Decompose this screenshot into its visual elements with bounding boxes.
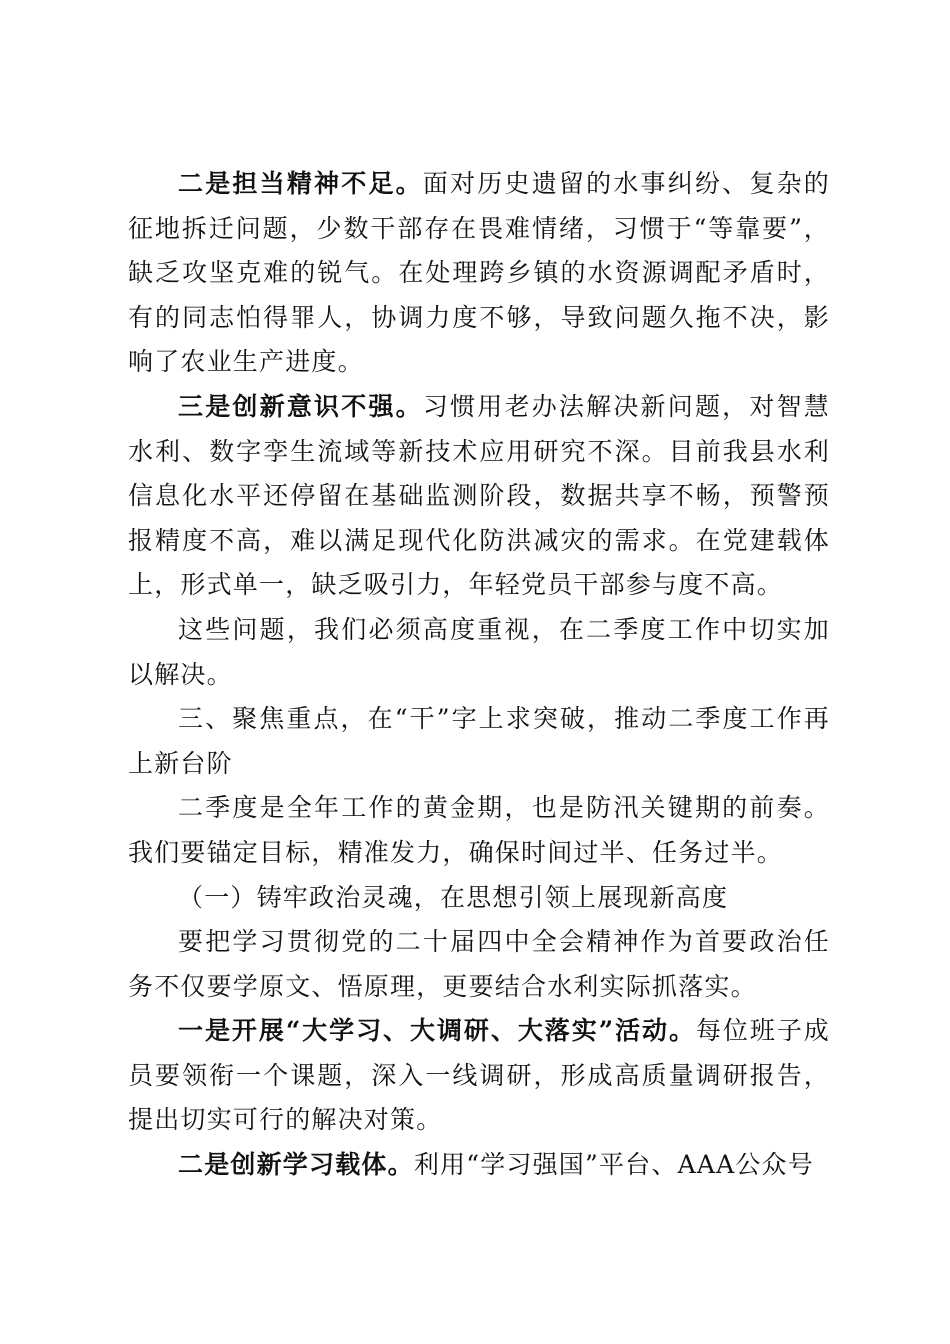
paragraph-problems-summary	[128, 608, 830, 697]
paragraph-text: 面对历史遗留的水事纠纷、复杂的征地拆迁问题，少数干部存在畏难情绪，习惯于“等靠要”，缺乏攻坚克难的锐气。在处理跨乡镇的水资源调配矛盾时，有的同志怕得罪人，协调力度不够，导致问题久拖不决，影响了农业生产进度。	[128, 169, 830, 377]
paragraph-text: 习惯用老办法解决新问题，对智慧水利、数字孪生流域等新技术应用研究不深。目前我县水利信息化水平还停留在基础监测阶段，数据共享不畅，预警预报精度不高，难以满足现代化防洪减灾的需求。在党建载体上，形式单一，缺乏吸引力，年轻党员干部参与度不高。	[128, 391, 830, 600]
paragraph-responsibility	[128, 162, 830, 385]
subsection-heading-one	[128, 876, 830, 921]
paragraph-research-activity	[128, 1009, 830, 1143]
paragraph-study-task	[128, 920, 830, 1009]
paragraph-lead: 二是创新学习载体。	[178, 1150, 414, 1180]
paragraph-text: 利用“学习强国”平台、AAA公众号	[413, 1150, 814, 1180]
heading-text: （一）铸牢政治灵魂，在思想引领上展现新高度	[178, 882, 729, 912]
paragraph-innovation	[128, 385, 830, 608]
paragraph-lead: 一是开展“大学习、大调研、大落实”活动。	[178, 1016, 696, 1046]
heading-text: 三、聚焦重点，在“干”字上求突破，推动二季度工作再上新台阶	[128, 704, 830, 778]
document-body	[128, 162, 830, 1188]
section-heading-three	[128, 697, 830, 786]
paragraph-text: 要把学习贯彻党的二十届四中全会精神作为首要政治任务不仅要学原文、悟原理，更要结合水利实际抓落实。	[128, 927, 830, 1001]
paragraph-lead: 三是创新意识不强。	[178, 391, 423, 421]
paragraph-text: 每位班子成员要领衔一个课题，深入一线调研，形成高质量调研报告，提出切实可行的解决对策。	[128, 1016, 830, 1135]
paragraph-text: 这些问题，我们必须高度重视，在二季度工作中切实加以解决。	[128, 614, 830, 689]
paragraph-second-quarter	[128, 786, 830, 875]
paragraph-lead: 二是担当精神不足。	[178, 169, 423, 198]
paragraph-text: 二季度是全年工作的黄金期，也是防汛关键期的前奏。我们要锚定目标，精准发力，确保时间过半、任务过半。	[128, 793, 830, 867]
paragraph-study-carrier	[128, 1143, 830, 1188]
